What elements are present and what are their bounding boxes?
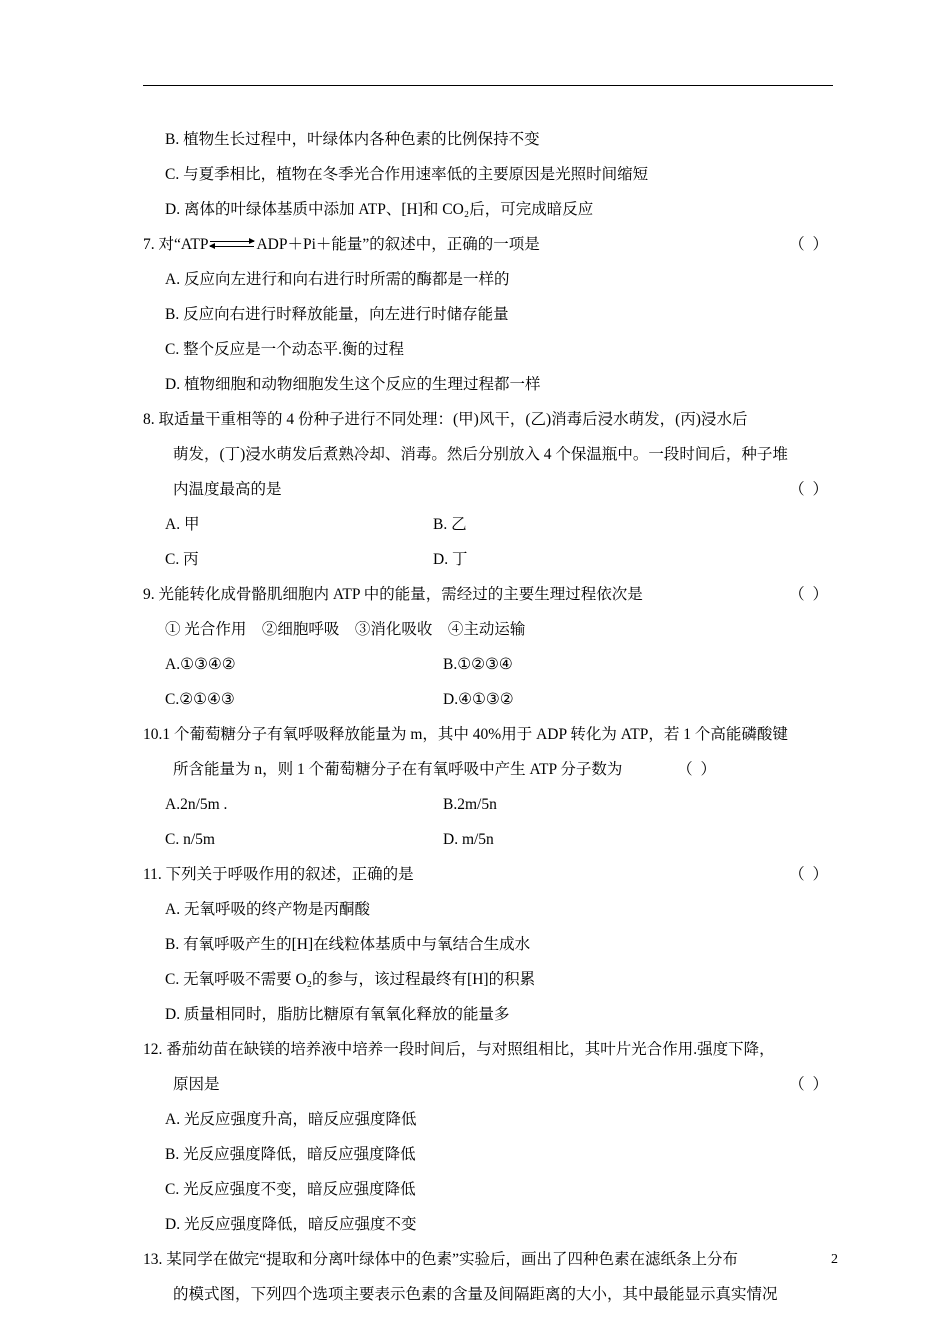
option-text: A. 光反应强度升高，暗反应强度降低 <box>165 1111 417 1128</box>
question-text: ① 光合作用 ②细胞呼吸 ③消化吸收 ④主动运输 <box>165 621 526 638</box>
equilibrium-arrow-icon <box>210 239 254 251</box>
question-content <box>143 122 838 1312</box>
q7-stem-part2: ADP＋Pi＋能量”的叙述中，正确的一项是 <box>256 236 540 253</box>
question-text: 萌发，(丁)浸水萌发后煮熟冷却、消毒。然后分别放入 4 个保温瓶中。一段时间后，种子堆 <box>173 446 788 463</box>
question-13-stem-line1 <box>143 1242 838 1277</box>
question-10-stem-line1 <box>143 717 838 752</box>
option-text-a: A.①③④② <box>165 656 236 673</box>
question-8-stem-line3 <box>143 472 838 507</box>
question-8-stem-line2 <box>143 437 838 472</box>
option-line <box>143 262 838 297</box>
option-text: D. 离体的叶绿体基质中添加 ATP、[H]和 CO₂后，可完成暗反应 <box>165 201 594 218</box>
option-text-a: A.2n/5m . <box>165 796 228 813</box>
question-text: 内温度最高的是 <box>173 481 282 498</box>
option-text-b: B. 乙 <box>433 516 467 533</box>
question-text: 10.1 个葡萄糖分子有氧呼吸释放能量为 m，其中 40%用于 ADP 转化为 ATP，若 1 个高能磷酸键 <box>143 726 788 743</box>
option-text-a: A. 甲 <box>165 516 200 533</box>
option-line <box>143 1207 838 1242</box>
option-text-d: D. 丁 <box>433 551 468 568</box>
option-text: B. 反应向右进行时释放能量，向左进行时储存能量 <box>165 306 509 323</box>
option-text: B. 植物生长过程中，叶绿体内各种色素的比例保持不变 <box>165 131 540 148</box>
option-line <box>143 367 838 402</box>
answer-bracket: （ ） <box>789 481 830 498</box>
option-row <box>143 787 838 822</box>
question-7-stem <box>143 227 838 262</box>
option-line <box>143 332 838 367</box>
option-row <box>143 507 838 542</box>
option-line <box>143 297 838 332</box>
option-line <box>143 122 838 157</box>
option-line <box>143 192 838 227</box>
option-row <box>143 542 838 577</box>
option-text: B. 有氧呼吸产生的[H]在线粒体基质中与氧结合生成水 <box>165 936 531 953</box>
question-9-subitems <box>143 612 838 647</box>
page-number: 2 <box>831 1252 838 1267</box>
q7-stem-part1: 7. 对“ATP <box>143 236 209 253</box>
question-text: 原因是 <box>173 1076 220 1093</box>
answer-bracket: （ ） <box>789 236 830 253</box>
option-text-d: D. m/5n <box>443 831 494 848</box>
option-line <box>143 927 838 962</box>
option-text-c: C.②①④③ <box>165 691 235 708</box>
option-text: C. 光反应强度不变，暗反应强度降低 <box>165 1181 416 1198</box>
question-11-stem <box>143 857 838 892</box>
option-text-b: B.2m/5n <box>443 796 497 813</box>
question-9-stem <box>143 577 838 612</box>
option-row <box>143 682 838 717</box>
answer-bracket: （ ） <box>677 761 718 778</box>
answer-bracket: （ ） <box>789 1076 830 1093</box>
option-line <box>143 892 838 927</box>
question-text: 13. 某同学在做完“提取和分离叶绿体中的色素”实验后，画出了四种色素在滤纸条上分布 <box>143 1251 739 1268</box>
question-13-stem-line2 <box>143 1277 838 1312</box>
question-12-stem-line2 <box>143 1067 838 1102</box>
option-line <box>143 997 838 1032</box>
question-text: 12. 番茄幼苗在缺镁的培养液中培养一段时间后，与对照组相比，其叶片光合作用.强度下降， <box>143 1041 775 1058</box>
option-text: C. 无氧呼吸不需要 O₂的参与，该过程最终有[H]的积累 <box>165 971 536 988</box>
option-text: C. 整个反应是一个动态平.衡的过程 <box>165 341 404 358</box>
question-10-stem-line2 <box>143 752 838 787</box>
option-row <box>143 647 838 682</box>
question-text: 的模式图，下列四个选项主要表示色素的含量及间隔距离的大小，其中最能显示真实情况 <box>173 1286 778 1303</box>
option-text-c: C. n/5m <box>165 831 215 848</box>
question-8-stem-line1 <box>143 402 838 437</box>
option-line <box>143 1102 838 1137</box>
option-line <box>143 157 838 192</box>
option-text-d: D.④①③② <box>443 691 514 708</box>
option-text: C. 与夏季相比，植物在冬季光合作用速率低的主要原因是光照时间缩短 <box>165 166 649 183</box>
question-12-stem-line1 <box>143 1032 838 1067</box>
option-text: A. 无氧呼吸的终产物是丙酮酸 <box>165 901 370 918</box>
question-text: 所含能量为 n，则 1 个葡萄糖分子在有氧呼吸中产生 ATP 分子数为 <box>173 761 623 778</box>
option-text-b: B.①②③④ <box>443 656 513 673</box>
option-text-c: C. 丙 <box>165 551 199 568</box>
option-line <box>143 962 838 997</box>
option-line <box>143 1172 838 1207</box>
option-text: D. 质量相同时，脂肪比糖原有氧氧化释放的能量多 <box>165 1006 510 1023</box>
option-text: D. 植物细胞和动物细胞发生这个反应的生理过程都一样 <box>165 376 541 393</box>
option-text: D. 光反应强度降低，暗反应强度不变 <box>165 1216 417 1233</box>
option-row <box>143 822 838 857</box>
option-text: B. 光反应强度降低，暗反应强度降低 <box>165 1146 416 1163</box>
question-text: 11. 下列关于呼吸作用的叙述，正确的是 <box>143 866 414 883</box>
question-text: 9. 光能转化成骨骼肌细胞内 ATP 中的能量，需经过的主要生理过程依次是 <box>143 586 643 603</box>
option-line <box>143 1137 838 1172</box>
answer-bracket: （ ） <box>789 866 830 883</box>
answer-bracket: （ ） <box>789 586 830 603</box>
header-rule <box>143 85 833 86</box>
option-text: A. 反应向左进行和向右进行时所需的酶都是一样的 <box>165 271 510 288</box>
question-text: 8. 取适量干重相等的 4 份种子进行不同处理：(甲)风干，(乙)消毒后浸水萌发，(丙)浸水后 <box>143 411 748 428</box>
